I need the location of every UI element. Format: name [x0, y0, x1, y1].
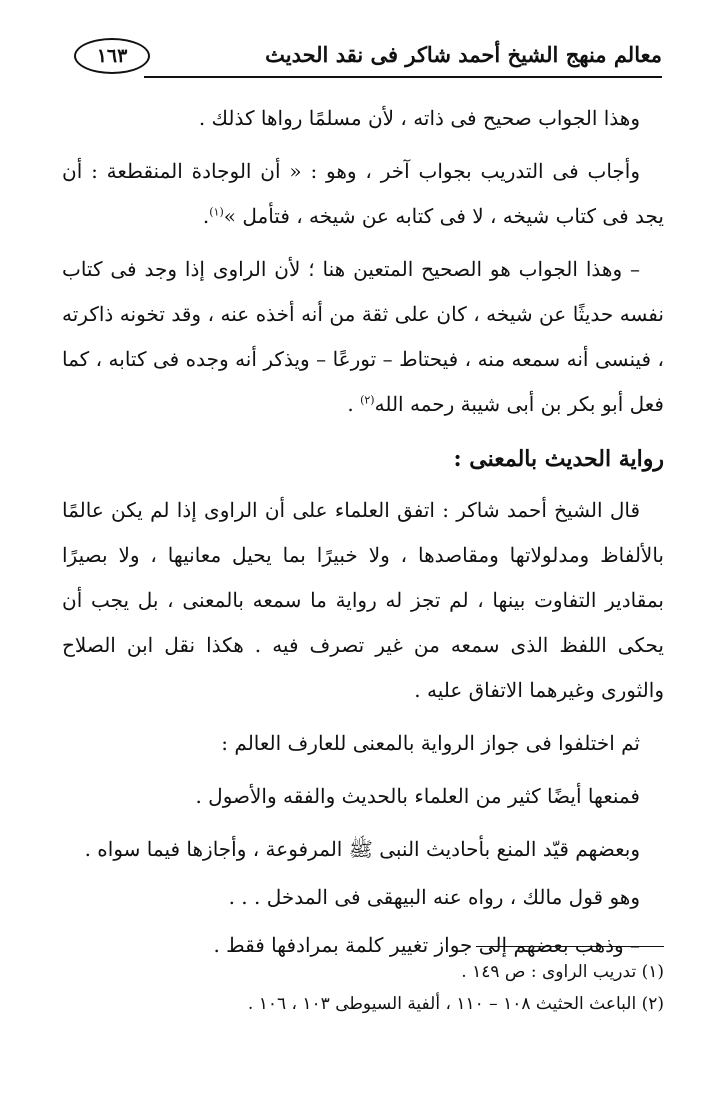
running-title: معالم منهج الشيخ أحمد شاكر فى نقد الحديث [265, 42, 662, 67]
paragraph: وهو قول مالك ، رواه عنه البيهقى فى المدخل . . . [228, 885, 640, 909]
paragraph [62, 247, 664, 427]
footnote-rule [476, 946, 664, 947]
page-number: ١٦٣ [74, 38, 150, 74]
footnote: (٢) الباعث الحثيث ١٠٨ – ١١٠ ، ألفية السيوطى ١٠٣ ، ١٠٦ . [247, 994, 664, 1014]
paragraph-end: . [347, 392, 361, 416]
footnote-ref: (٢) [360, 393, 375, 407]
footnote: (١) تدريب الراوى : ص ١٤٩ . [461, 962, 664, 982]
section-heading: رواية الحديث بالمعنى : [453, 446, 664, 472]
paragraph: وهذا الجواب صحيح فى ذاته ، لأن مسلمًا رواها كذلك . [198, 106, 640, 130]
body-text [62, 96, 664, 971]
paragraph: وبعضهم قيّد المنع بأحاديث النبى ﷺ المرفوعة ، وأجازها فيما سواه . [84, 837, 640, 861]
paragraph: قال الشيخ أحمد شاكر : اتفق العلماء على أن الراوى إذا لم يكن عالمًا بالألفاظ ومدلولاتها ومقاصدها ، ولا خبيرًا بما يحيل معانيها ، ولا بصيرًا بمقادير التفاوت بينها ، لم تجز له رواية ما سمعه بالمعنى ، بل يجب أن يحكى اللفظ الذى سمعه من غير تصرف فيه . هكذا نقل ابن الصلاح والثورى وغيرهما الاتفاق عليه . [62, 498, 664, 702]
paragraph-text: – وهذا الجواب هو الصحيح المتعين هنا ؛ لأن الراوى إذا وجد فى كتاب نفسه حديثًا عن شيخه ، كان على ثقة من أنه أخذه عنه ، وقد تخونه ذاكرته ، فينسى أنه سمعه منه ، فيحتاط – تورعًا – ويذكر أنه وجده فى كتابه ، كما فعل أبو بكر بن أبى شيبة رحمه الله [62, 257, 664, 416]
paragraph: – وذهب بعضهم إلى جواز تغيير كلمة بمرادفها فقط . [213, 933, 640, 957]
footnotes [62, 956, 664, 1020]
paragraph-end: . [202, 204, 210, 228]
paragraph: فمنعها أيضًا كثير من العلماء بالحديث والفقه والأصول . [195, 784, 640, 808]
header-rule [144, 76, 662, 78]
paragraph: ثم اختلفوا فى جواز الرواية بالمعنى للعارف العالم : [221, 731, 640, 755]
paragraph [62, 149, 664, 239]
page-header [74, 36, 662, 80]
paragraph-text: وأجاب فى التدريب بجواب آخر ، وهو : « أن الوجادة المنقطعة : أن يجد فى كتاب شيخه ، لا فى كتابه عن شيخه ، فتأمل » [62, 159, 664, 228]
footnote-ref: (١) [209, 205, 224, 219]
